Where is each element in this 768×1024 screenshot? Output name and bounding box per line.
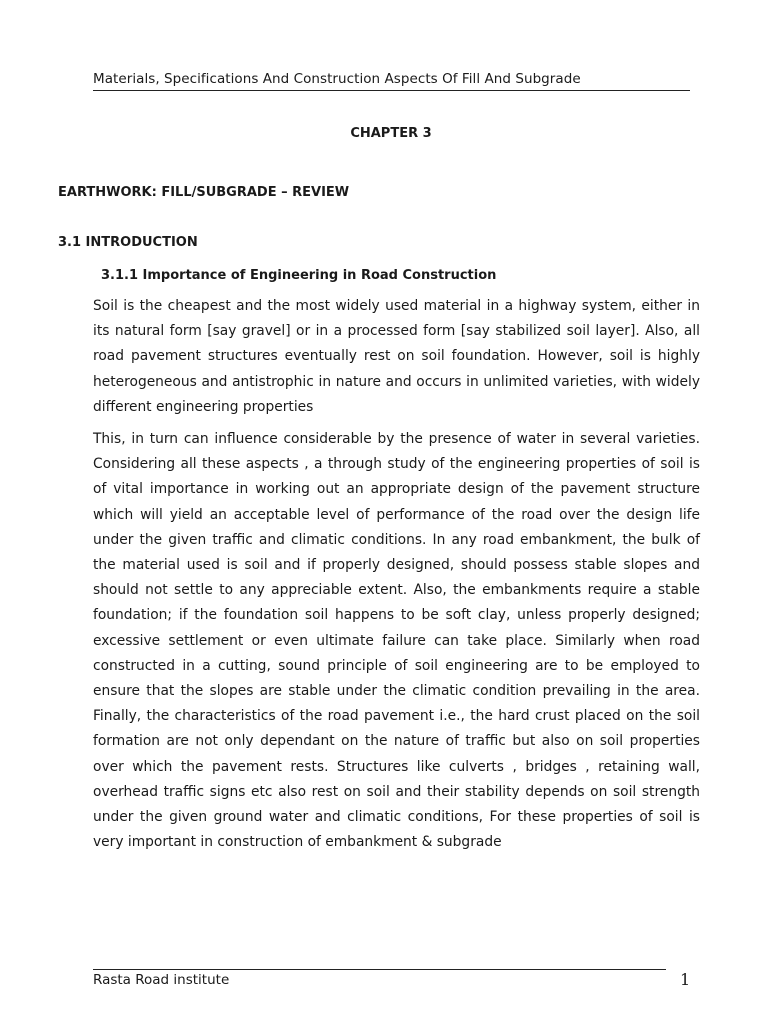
body-paragraph-2: This, in turn can influence considerable by the presence of water in several varieties. Considering all these aspects , a through study of the engineering properties of soil is of vital importance in working out an appropriate design of the pavement structure which will yield an acceptable level of performance of the road over the design life under the given traffic and climatic conditions. In any road embankment, the bulk of the material used is soil and if properly designed, should possess stable slopes and should not settle to any appreciable extent. Also, the embankments require a stable foundation; if the foundation soil happens to be soft clay, unless properly designed; excessive settlement or even ultimate failure can take place. Similarly when road constructed in a cutting, sound principle of soil engineering are to be employed to ensure that the slopes are stable under the climatic condition prevailing in the area. Finally, the characteristics of the road pavement i.e., the hard crust placed on the soil formation are not only dependant on the nature of traffic but also on soil properties over which the pavement rests. Structures like culverts , bridges , retaining wall, overhead traffic signs etc also rest on soil and their stability depends on soil strength under the given ground water and climatic conditions, For these properties of soil is very important in construction of embankment & subgrade — [93, 431, 700, 851]
page-number: 1 — [680, 970, 691, 989]
subsection-heading: 3.1.1 Importance of Engineering in Road Construction — [101, 268, 497, 283]
footer-divider — [93, 969, 666, 970]
footer-institute: Rasta Road institute — [93, 972, 230, 988]
chapter-label: CHAPTER 3 — [350, 126, 432, 141]
section-heading-introduction: 3.1 INTRODUCTION — [58, 235, 198, 250]
body-paragraph-1: Soil is the cheapest and the most widely used material in a highway system, either in its natural form [say gravel] or in a processed form [say stabilized soil layer]. Also, all road pavement structures eventually rest on soil foundation. However, soil is highly heterogeneous and antistrophic in nature and occurs in unlimited varieties, with widely different engineering properties — [93, 298, 700, 415]
running-header: Materials, Specifications And Construction Aspects Of Fill And Subgrade — [93, 71, 581, 87]
main-heading: EARTHWORK: FILL/SUBGRADE – REVIEW — [58, 185, 350, 200]
header-divider — [93, 90, 690, 91]
